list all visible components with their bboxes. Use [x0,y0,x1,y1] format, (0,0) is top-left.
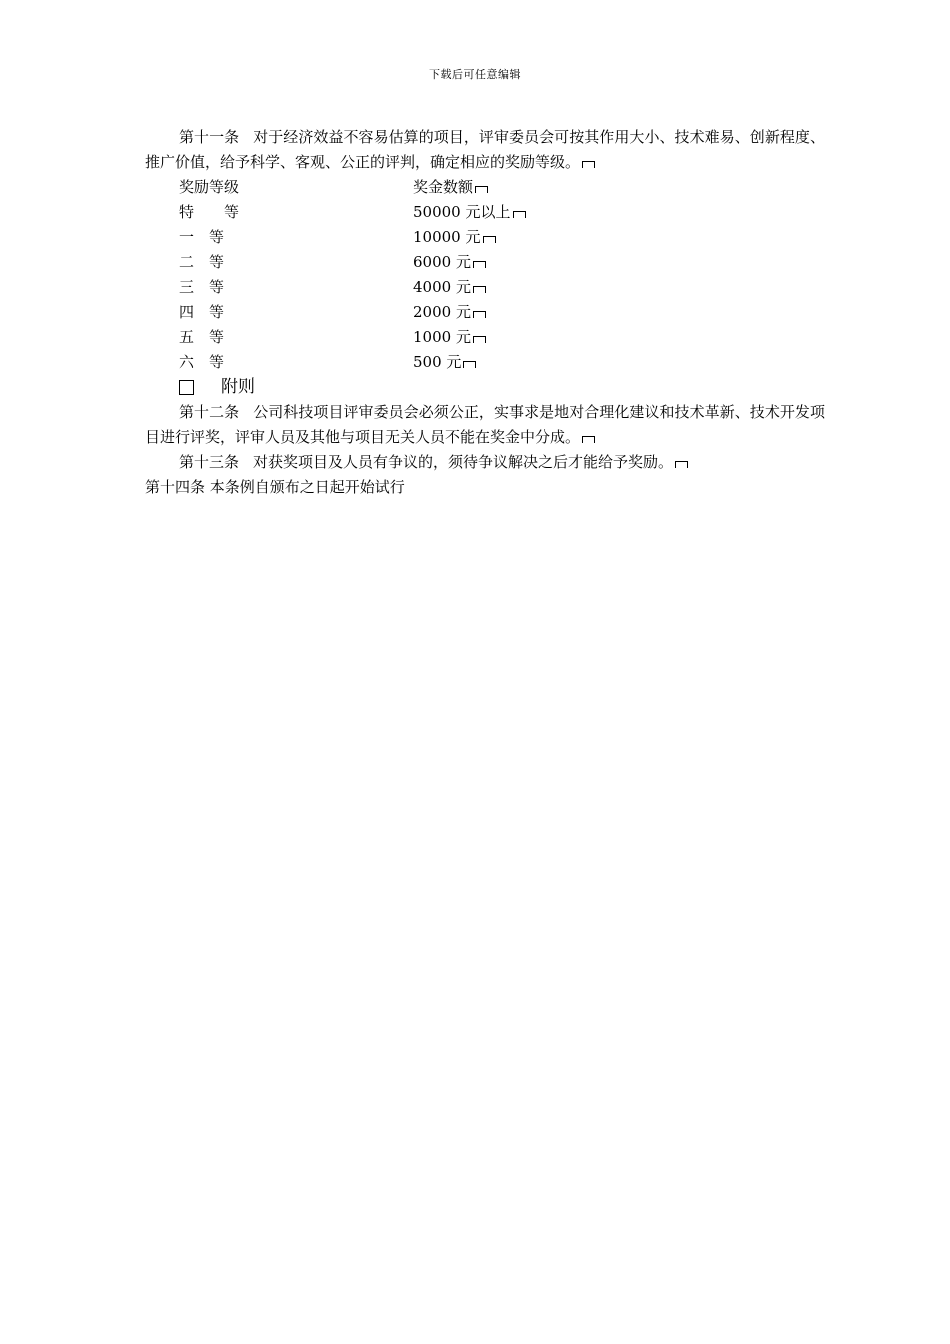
page-header-note: 下载后可任意编辑 [429,68,521,81]
award-level: 二 等 [179,253,225,271]
article-14: 第十四条 本条例自颁布之日起开始试行 [145,478,405,496]
article-text: 公司科技项目评审委员会必须公正，实事求是地对合理化建议和技术革新、技术开发项目进行评奖，评审人员及其他与项目无关人员不能在奖金中分成。 [145,403,825,446]
award-row [145,275,825,300]
column-header-amount: 奖金数额 [413,175,488,200]
article-text: 对于经济效益不容易估算的项目，评审委员会可按其作用大小、技术难易、创新程度、推广价值，给予科学、客观、公正的评判，确定相应的奖励等级。 [145,128,825,171]
paragraph-mark-icon [513,211,526,218]
paragraph-mark-icon [473,261,486,268]
award-row [145,325,825,350]
award-level: 六 等 [179,353,225,371]
award-row [145,225,825,250]
article-13 [145,450,825,475]
paragraph-mark-icon [475,186,488,193]
paragraph-mark-icon [675,461,688,468]
award-row [145,250,825,275]
article-11 [145,125,825,175]
paragraph-mark-icon [463,361,476,368]
column-header-level: 奖励等级 [179,178,240,196]
award-table-header [145,175,825,200]
document-body [145,125,825,500]
award-level: 四 等 [179,303,225,321]
award-level: 五 等 [179,328,225,346]
award-amount: 1000 元 [413,325,486,350]
article-number: 第十一条 [179,128,240,146]
award-level: 三 等 [179,278,225,296]
award-level: 一 等 [179,228,225,246]
award-row [145,300,825,325]
award-amount: 50000 元以上 [413,200,526,225]
article-text: 对获奖项目及人员有争议的，须待争议解决之后才能给予奖励。 [253,453,674,471]
award-row [145,350,825,375]
award-amount: 4000 元 [413,275,486,300]
paragraph-mark-icon [473,286,486,293]
award-level: 特 等 [179,203,240,221]
paragraph-mark-icon [582,161,595,168]
paragraph-mark-icon [473,336,486,343]
paragraph-mark-icon [473,311,486,318]
paragraph-mark-icon [582,436,595,443]
award-row [145,200,825,225]
paragraph-mark-icon [483,236,496,243]
checkbox-square-icon [179,380,194,395]
article-12 [145,400,825,450]
award-amount: 10000 元 [413,225,496,250]
award-amount: 2000 元 [413,300,486,325]
award-amount: 500 元 [413,350,476,375]
award-amount: 6000 元 [413,250,486,275]
section-heading [145,375,825,400]
article-number: 第十三条 [179,453,240,471]
section-heading-text: 附则 [221,377,255,397]
article-number: 第十二条 [179,403,240,421]
award-table [145,175,825,375]
